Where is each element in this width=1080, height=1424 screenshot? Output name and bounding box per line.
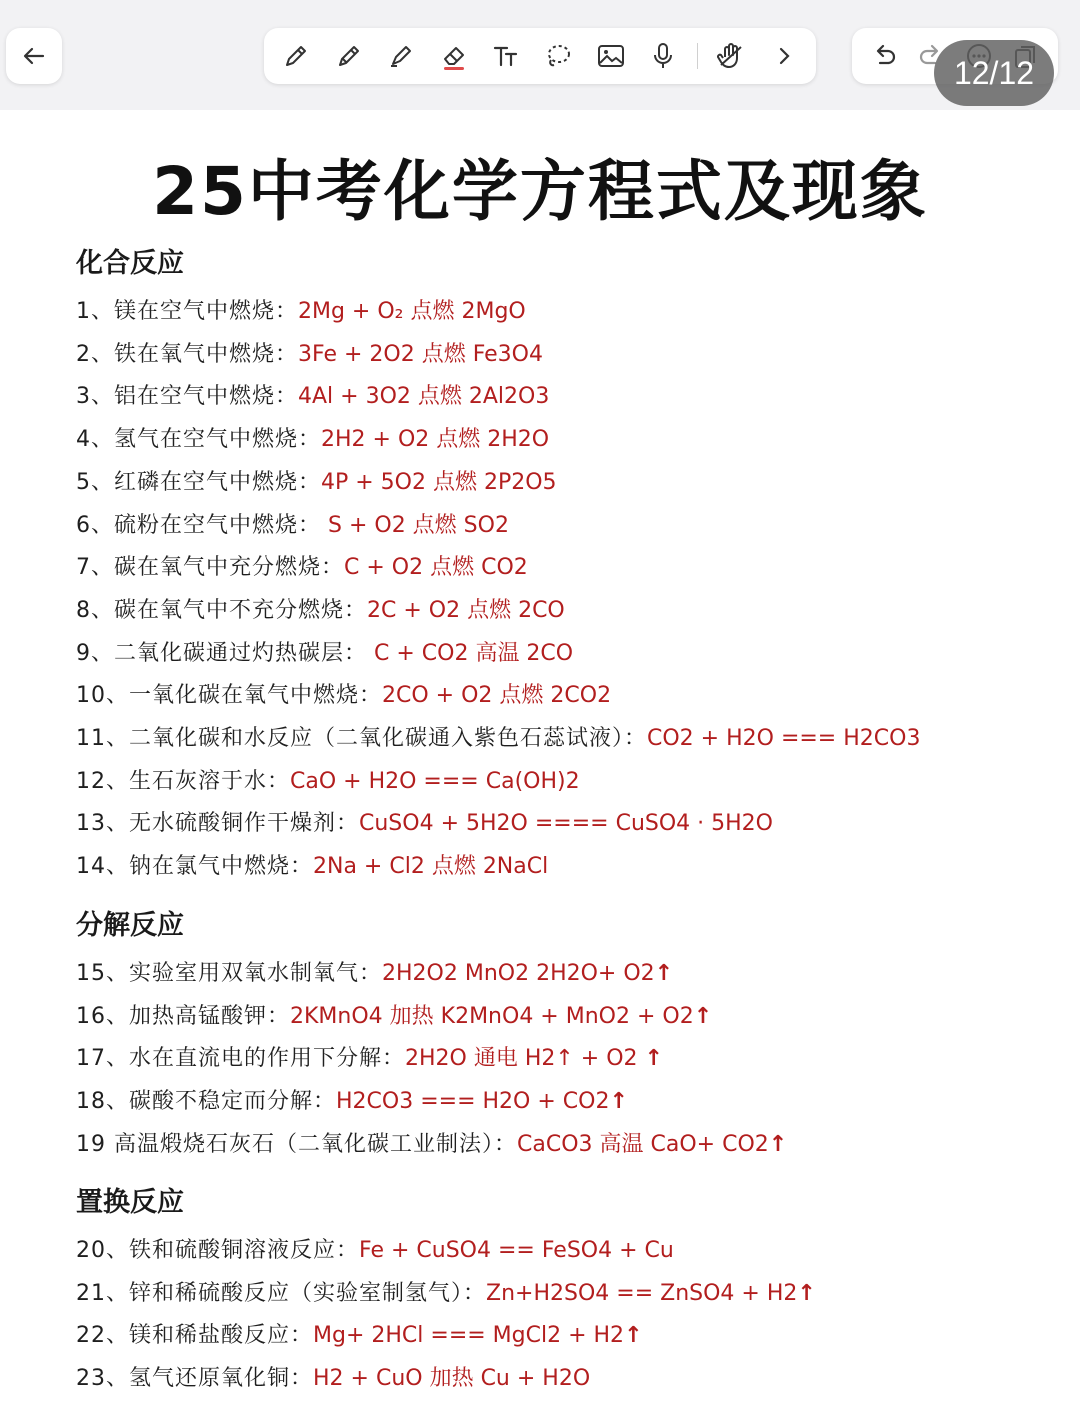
equation-row xyxy=(76,468,557,498)
microphone-icon[interactable] xyxy=(644,37,682,75)
equation-row xyxy=(76,767,580,797)
reaction-label: 19 高温煅烧石灰石（二氧化碳工业制法）： xyxy=(76,1131,517,1157)
equation-row xyxy=(76,425,549,455)
reaction-label: 7、碳在氧气中充分燃烧： xyxy=(76,555,344,581)
equation-row xyxy=(76,724,920,754)
chemical-equation: H2CO3 === H2O + CO2 xyxy=(336,1089,610,1115)
chevron-right-icon[interactable] xyxy=(765,37,803,75)
eraser-icon[interactable] xyxy=(435,37,473,75)
chemical-equation: 2Na + Cl2 点燃 2NaCl xyxy=(313,854,549,880)
chemical-equation: 2H2 + O2 点燃 2H2O xyxy=(321,427,550,453)
back-button[interactable] xyxy=(6,28,62,84)
chemical-equation: 4Al + 3O2 点燃 2Al2O3 xyxy=(298,384,550,410)
chemical-equation: C + CO2 高温 2CO xyxy=(367,640,574,666)
gas-arrow-icon: ↑ xyxy=(644,1046,663,1072)
chemical-equation: 2H2O2 MnO2 2H2O+ O2 xyxy=(382,961,655,986)
chemical-equation: S + O2 点燃 SO2 xyxy=(321,512,509,538)
text-icon[interactable] xyxy=(487,37,525,75)
chemical-equation: 2CO + O2 点燃 2CO2 xyxy=(382,683,612,709)
undo-icon[interactable] xyxy=(865,37,903,75)
section-heading: 化合反应 xyxy=(76,248,184,279)
reaction-label: 4、氢气在空气中燃烧： xyxy=(76,427,321,453)
arrow-left-icon xyxy=(15,37,53,75)
chemical-equation: Zn+H2SO4 == ZnSO4 + H2 xyxy=(486,1280,798,1306)
image-icon[interactable] xyxy=(592,37,630,75)
chemical-equation: 2KMnO4 加热 K2MnO4 + MnO2 + O2 xyxy=(290,1003,694,1029)
reaction-label: 14、钠在氯气中燃烧： xyxy=(76,854,313,880)
gas-arrow-icon: ↑ xyxy=(624,1323,643,1349)
chemical-equation: C + O2 点燃 CO2 xyxy=(344,555,528,581)
section-heading: 分解反应 xyxy=(76,910,184,941)
chemical-equation: CO2 + H2O === H2CO3 xyxy=(647,726,921,751)
equation-row xyxy=(76,553,528,583)
reaction-label: 16、加热高锰酸钾： xyxy=(76,1003,290,1029)
reaction-label: 22、镁和稀盐酸反应： xyxy=(76,1323,313,1349)
reaction-label: 2、铁在氧气中燃烧： xyxy=(76,341,298,367)
reaction-label: 9、二氧化碳通过灼热碳层： xyxy=(76,640,367,666)
equation-row xyxy=(76,1279,816,1309)
chemical-equation: CuSO4 + 5H2O ==== CuSO4 · 5H2O xyxy=(359,811,773,837)
gas-arrow-icon: ↑ xyxy=(654,961,674,986)
pencil-icon[interactable] xyxy=(330,37,368,75)
reaction-label: 12、生石灰溶于水： xyxy=(76,768,290,794)
reaction-label: 23、氢气还原氧化铜： xyxy=(76,1366,313,1392)
reaction-label: 20、铁和硫酸铜溶液反应： xyxy=(76,1238,359,1263)
toolbar-divider xyxy=(697,43,698,69)
chemical-equation: CaO + H2O === Ca(OH)2 xyxy=(290,768,580,794)
equation-row xyxy=(76,596,565,626)
equation-row xyxy=(76,511,509,541)
hand-icon[interactable] xyxy=(712,37,750,75)
equation-row xyxy=(76,382,549,412)
reaction-label: 21、锌和稀硫酸反应（实验室制氢气）： xyxy=(76,1280,486,1306)
reaction-label: 17、水在直流电的作用下分解： xyxy=(76,1046,405,1072)
gas-arrow-icon: ↑ xyxy=(609,1089,628,1115)
reaction-label: 3、铝在空气中燃烧： xyxy=(76,384,298,410)
equation-row xyxy=(76,1087,628,1117)
reaction-label: 6、硫粉在空气中燃烧： xyxy=(76,512,321,538)
chemical-equation: H2 + CuO 加热 Cu + H2O xyxy=(313,1366,591,1392)
equation-row xyxy=(76,1321,643,1351)
gas-arrow-icon: ↑ xyxy=(768,1131,788,1157)
chemical-equation: Fe + CuSO4 == FeSO4 + Cu xyxy=(359,1238,674,1263)
reaction-label: 11、二氧化碳和水反应（二氧化碳通入紫色石蕊试液）： xyxy=(76,726,647,751)
chemical-equation: Mg+ 2HCl === MgCl2 + H2 xyxy=(313,1323,625,1349)
pen-icon[interactable] xyxy=(277,37,315,75)
gas-arrow-icon: ↑ xyxy=(797,1280,816,1306)
section-heading: 置换反应 xyxy=(76,1187,184,1218)
lasso-icon[interactable] xyxy=(539,37,577,75)
equation-row xyxy=(76,1236,674,1266)
reaction-label: 1、镁在空气中燃烧： xyxy=(76,299,298,324)
equation-row xyxy=(76,809,773,839)
reaction-label: 18、碳酸不稳定而分解： xyxy=(76,1089,336,1115)
equation-row xyxy=(76,1130,787,1160)
gas-arrow-icon: ↑ xyxy=(693,1003,713,1029)
chemical-equation: 2Mg + O₂ 点燃 2MgO xyxy=(298,299,526,324)
equation-row xyxy=(76,959,673,989)
app-toolbar xyxy=(0,0,1080,110)
equation-row xyxy=(76,340,543,370)
equation-row xyxy=(76,681,611,711)
reaction-label: 5、红磷在空气中燃烧： xyxy=(76,469,321,495)
drawing-tools xyxy=(264,28,816,84)
chemical-equation: 3Fe + 2O2 点燃 Fe3O4 xyxy=(298,341,543,367)
reaction-label: 15、实验室用双氧水制氧气： xyxy=(76,961,382,986)
equation-row xyxy=(76,852,548,882)
chemical-equation: 2C + O2 点燃 2CO xyxy=(367,597,565,623)
chemical-equation: 2H2O 通电 H2↑ + O2 xyxy=(405,1046,645,1072)
document-title: 25中考化学方程式及现象 xyxy=(152,153,928,230)
equation-row xyxy=(76,1002,712,1032)
equation-row xyxy=(76,297,526,327)
chemical-equation: 4P + 5O2 点燃 2P2O5 xyxy=(321,469,557,495)
reaction-label: 8、碳在氧气中不充分燃烧： xyxy=(76,597,367,623)
highlighter-icon[interactable] xyxy=(382,37,420,75)
equation-row xyxy=(76,639,573,669)
equation-row xyxy=(76,1364,590,1394)
equation-row xyxy=(76,1044,663,1074)
reaction-label: 10、一氧化碳在氧气中燃烧： xyxy=(76,683,382,709)
chemical-equation: CaCO3 高温 CaO+ CO2 xyxy=(517,1131,769,1157)
page-counter: 12/12 xyxy=(934,40,1054,106)
reaction-label: 13、无水硫酸铜作干燥剂： xyxy=(76,811,359,837)
